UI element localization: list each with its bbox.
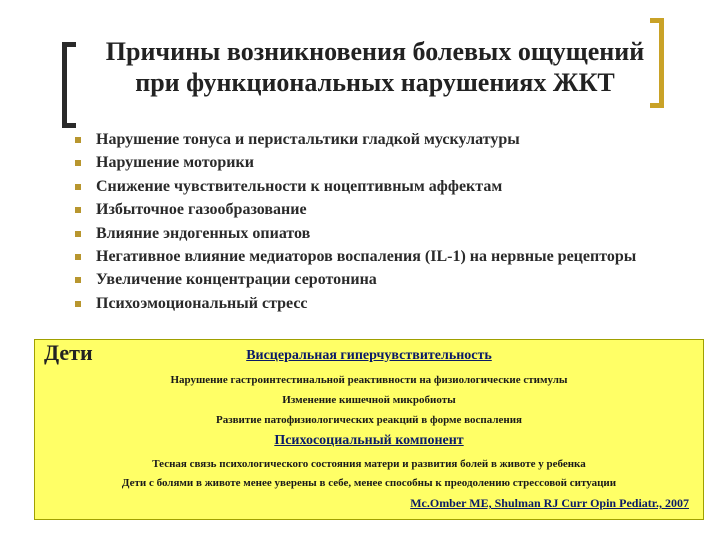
panel-line: Нарушение гастроинтестинальной реактивности на физиологические стимулы [170,374,568,386]
square-bullet-icon [75,207,81,213]
panel-line: Тесная связь психологического состояния матери и развития болей в животе у ребенка [152,458,586,470]
panel-heading-psychosocial: Психосоциальный компонент [274,433,464,448]
panel-line: Развитие патофизиологических реакций в форме воспаления [215,414,523,426]
square-bullet-icon [75,254,81,260]
title-line-2: при функциональных нарушениях ЖКТ [135,68,615,97]
list-item: Психоэмоциональный стресс [72,292,636,315]
square-bullet-icon [75,301,81,307]
panel-heading-visceral: Висцеральная гиперчувствительность [246,348,492,363]
square-bullet-icon [75,137,81,143]
square-bullet-icon [75,277,81,283]
panel-line: Изменение кишечной микробиоты [282,394,456,406]
square-bullet-icon [75,160,81,166]
children-panel [34,339,704,520]
list-item: Избыточное газообразование [72,198,636,221]
square-bullet-icon [75,231,81,237]
causes-list [72,128,636,315]
slide-title [70,36,680,98]
list-item: Негативное влияние медиаторов воспаления (IL-1) на нервные рецепторы [72,245,636,268]
title-line-1: Причины возникновения болевых ощущений [105,37,645,66]
list-item: Нарушение моторики [72,151,636,174]
square-bullet-icon [75,184,81,190]
list-item: Влияние эндогенных опиатов [72,222,636,245]
citation: Mc.Omber ME, Shulman RJ Curr Opin Pediatr., 2007 [410,496,689,510]
children-label: Дети [44,340,93,365]
list-item: Снижение чувствительности к ноцептивным аффектам [72,175,636,198]
panel-line: Дети с болями в животе менее уверены в себе, менее способны к преодолению стрессовой ситуации [121,477,617,489]
list-item: Нарушение тонуса и перистальтики гладкой мускулатуры [72,128,636,151]
list-item: Увеличение концентрации серотонина [72,268,636,291]
